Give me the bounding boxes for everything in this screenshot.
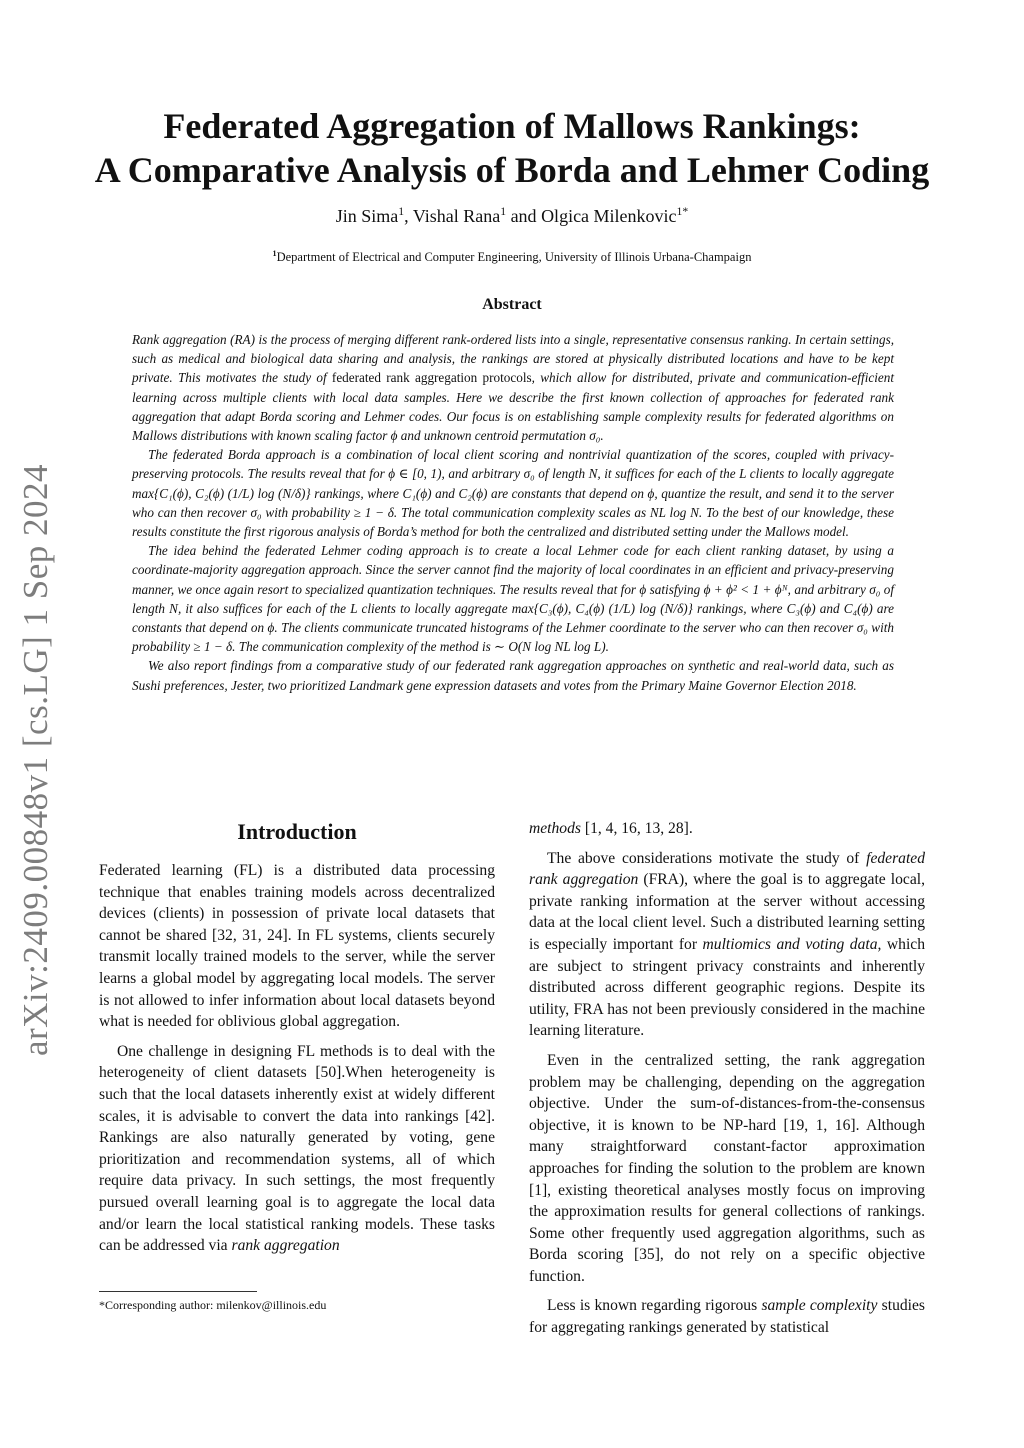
abstract-paragraph: We also report findings from a comparative study of our federated rank aggregation approaches on synthetic and real-world data, such as Sushi preferences, Jester, two prioritized Landmark gene expression datasets and votes from the Primary Maine Governor Election 2018. [132, 658, 894, 693]
title-line-2: A Comparative Analysis of Borda and Lehmer Coding [94, 150, 930, 190]
abstract-paragraph [132, 330, 894, 445]
paper-title [60, 104, 964, 192]
title-line-1: Federated Aggregation of Mallows Rankings: [163, 106, 861, 146]
abstract-text: Rank aggregation (RA) is the process of merging different rank-ordered lists into a single, representative consensus ranking. In certain settings, such as medical and biological data sharing and analysis, the rankings are stored at physically distributed locations and have to be kept private. This motivates the study of [132, 332, 894, 386]
body-text: [1, 4, 16, 13, 28]. [580, 820, 693, 837]
body-text: The above considerations motivate the study of [547, 849, 867, 867]
footnote-rule [99, 1291, 257, 1292]
author-1-sup: 1 [398, 205, 405, 218]
body-text: One challenge in designing FL methods is to deal with the heterogeneity of client datasets [50].When heterogeneity is such that the local datasets inherently exist at widely different scales, it is advisable to convert the data into rankings [42]. Rankings are also naturally generated by voting, gene prioritization and recommendation systems, all of which require data privacy. In such settings, the most frequently pursued overall learning goal is to aggregate the local data and/or learn the local statistical ranking models. These tasks can be addressed via [99, 1042, 495, 1255]
section-heading-introduction: Introduction [237, 819, 357, 844]
body-emphasis: rank aggregation [231, 1237, 340, 1255]
author-sep: and [506, 206, 542, 226]
left-column [99, 818, 495, 1257]
body-paragraph [529, 818, 925, 840]
author-1: Jin Sima [335, 206, 399, 226]
authors [0, 205, 1024, 227]
body-emphasis: multiomics and voting data, [702, 935, 882, 953]
affiliation [0, 249, 1024, 265]
right-column [529, 818, 925, 1339]
abstract-emphasis: federated rank aggregation protocols [331, 370, 532, 386]
arxiv-stamp: arXiv:2409.00848v1 [cs.LG] 1 Sep 2024 [16, 463, 55, 1057]
author-3-sup: 1* [676, 205, 689, 218]
body-paragraph: Even in the centralized setting, the rank aggregation problem may be challenging, depending on the aggregation objective. Under the sum-of-distances-from-the-consensus objective, it is known to be NP-hard [19, 1, 16]. Although many straightforward constant-factor approximation approaches for finding the solution to the problem are known [1], existing theoretical analyses mostly focus on improving the approximation results for general collections of rankings. Some other frequently used aggregation algorithms, such as Borda scoring [35], do not rely on a specific objective function. [529, 1051, 925, 1285]
body-text: Less is known regarding rigorous [547, 1297, 762, 1315]
affiliation-sup: 1 [272, 249, 277, 258]
abstract-paragraph: The federated Borda approach is a combination of local client scoring and nontrivial quantization of the scores, coupled with privacy-preserving protocols. The results reveal that for ϕ ∈ [0, 1), and arbitrary σ₀ of length N, it suffices for each of the L clients to locally aggregate max{C₁(ϕ), C₂(ϕ) (1/L) log (N/δ)} rankings, where C₁(ϕ) and C₂(ϕ) are constants that depend on ϕ, quantize the result, and send it to the server who can then recover σ₀ with probability ≥ 1 − δ. The total communication complexity scales as NL log N. To the best of our knowledge, these results constitute the first rigorous analysis of Borda’s method for both the centralized and distributed setting under the Mallows model. [132, 447, 894, 540]
body-text: which are subject to stringent privacy constraints and inherently distributed across different geographic regions. Despite its utility, FRA has not been previously considered in the machine learning literature. [529, 935, 926, 1040]
author-2-sup: 1 [500, 205, 507, 218]
body-emphasis: methods [529, 820, 581, 837]
body-paragraph [529, 848, 925, 1042]
body-text: studies for aggregating rankings generated by statistical [529, 1297, 925, 1337]
body-emphasis: federated rank aggregation [529, 849, 925, 889]
author-sep: , [404, 206, 413, 226]
abstract-paragraph: The idea behind the federated Lehmer coding approach is to create a local Lehmer code for each client ranking dataset, by using a coordinate-majority aggregation approach. Since the server cannot find the majority of local coordinates in an efficient and privacy-preserving manner, we once again resort to specialized quantization techniques. The results reveal that for ϕ satisfying ϕ + ϕ² < 1 + ϕᴺ, and arbitrary σ₀ of length N, it also suffices for each of the L clients to locally aggregate max{C₃(ϕ), C₄(ϕ) (1/L) log (N/δ)} rankings, where C₃(ϕ) and C₄(ϕ) are constants that depend on ϕ. The clients communicate truncated histograms of the Lehmer coordinate to the server who can then recover σ₀ with probability ≥ 1 − δ. The communication complexity of the method is ∼ O(N log NL log L). [132, 543, 894, 655]
footnote: *Corresponding author: milenkov@illinois.edu [99, 1298, 327, 1312]
body-emphasis: sample complexity [761, 1297, 878, 1315]
abstract-heading: Abstract [482, 296, 542, 313]
body-paragraph [99, 1041, 495, 1257]
abstract [132, 330, 894, 695]
body-text: (FRA), where the goal is to aggregate local, private ranking information at the server without accessing data at the local client level. Such a distributed learning setting is especially important for [529, 871, 925, 953]
author-3: Olgica Milenkovic [541, 206, 677, 226]
body-paragraph [529, 1295, 925, 1338]
affiliation-text: Department of Electrical and Computer Engineering, University of Illinois Urbana-Champaign [276, 250, 752, 265]
abstract-text: , which allow for distributed, private and communication-efficient learning across multiple clients with local data samples. Here we describe the first known collection of approaches for federated rank aggregation that adapt Borda scoring and Lehmer codes. Our focus is on establishing sample complexity results for federated algorithms on Mallows distributions with known scaling factor ϕ and unknown centroid permutation σ₀. [132, 370, 894, 444]
body-paragraph: Federated learning (FL) is a distributed data processing technique that enables training models across decentralized devices (clients) in possession of private local datasets that cannot be shared [32, 31, 24]. In FL systems, clients securely transmit locally trained models to the server, while the server learns a global model by aggregating local models. The server is not allowed to infer information about local datasets beyond what is needed for oblivious global aggregation. [99, 862, 495, 1031]
author-2: Vishal Rana [412, 206, 501, 226]
